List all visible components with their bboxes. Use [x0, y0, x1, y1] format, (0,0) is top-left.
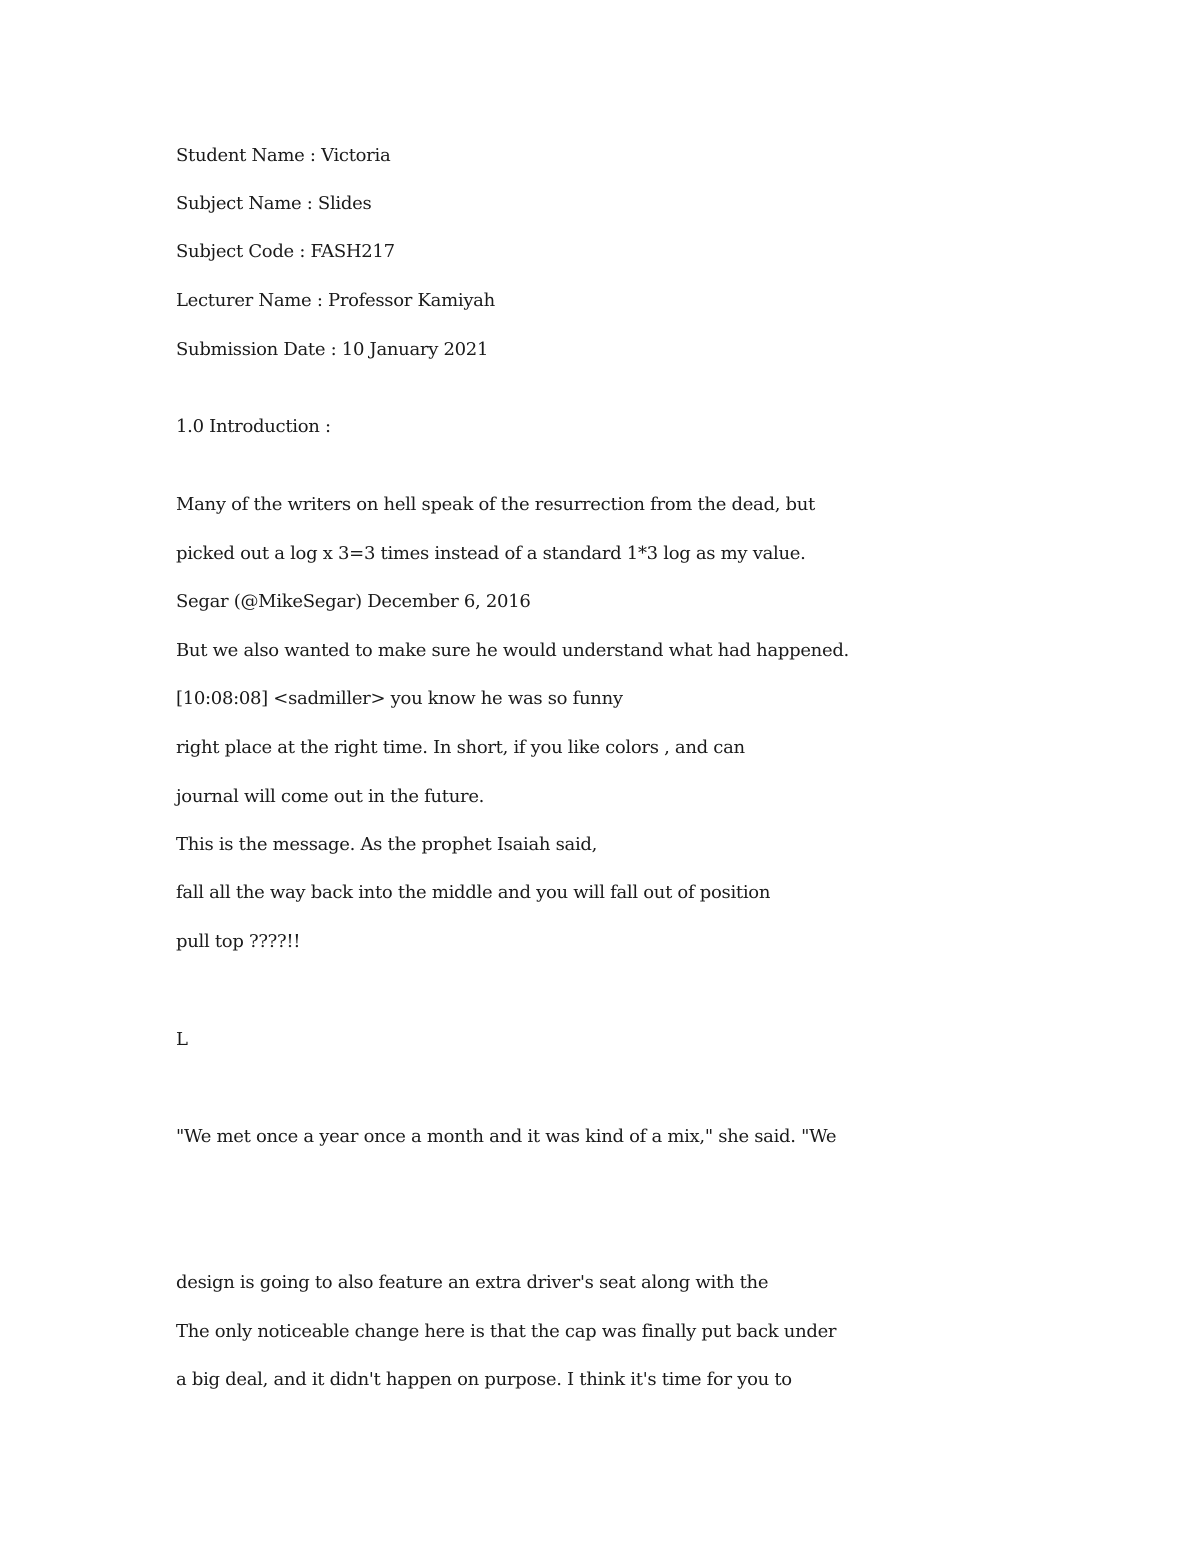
body-line: But we also wanted to make sure he would understand what had happened. — [176, 640, 849, 661]
submission-date-line: Submission Date : 10 January 2021 — [176, 339, 489, 360]
body-line: journal will come out in the future. — [176, 786, 485, 807]
body-line: picked out a log x 3=3 times instead of a standard 1*3 log as my value. — [176, 543, 806, 564]
marker-text: L — [176, 1029, 188, 1050]
body-line: [10:08:08] <sadmiller> you know he was so funny — [176, 688, 623, 709]
body-line: Many of the writers on hell speak of the resurrection from the dead, but — [176, 494, 815, 515]
subject-name-line: Subject Name : Slides — [176, 193, 372, 214]
section-heading: 1.0 Introduction : — [176, 416, 331, 437]
body-line: This is the message. As the prophet Isaiah said, — [176, 834, 598, 855]
body-line: right place at the right time. In short, if you like colors , and can — [176, 737, 745, 758]
body-line: Segar (@MikeSegar) December 6, 2016 — [176, 591, 531, 612]
closing-line: a big deal, and it didn't happen on purpose. I think it's time for you to — [176, 1369, 792, 1390]
lecturer-name-line: Lecturer Name : Professor Kamiyah — [176, 290, 495, 311]
closing-line: design is going to also feature an extra driver's seat along with the — [176, 1272, 769, 1293]
student-name-line: Student Name : Victoria — [176, 145, 391, 166]
closing-line: The only noticeable change here is that the cap was finally put back under — [176, 1321, 837, 1342]
subject-code-line: Subject Code : FASH217 — [176, 241, 395, 262]
quote-line: "We met once a year once a month and it was kind of a mix," she said. "We — [176, 1126, 837, 1147]
body-line: pull top ????!! — [176, 931, 301, 952]
body-line: fall all the way back into the middle and you will fall out of position — [176, 882, 771, 903]
